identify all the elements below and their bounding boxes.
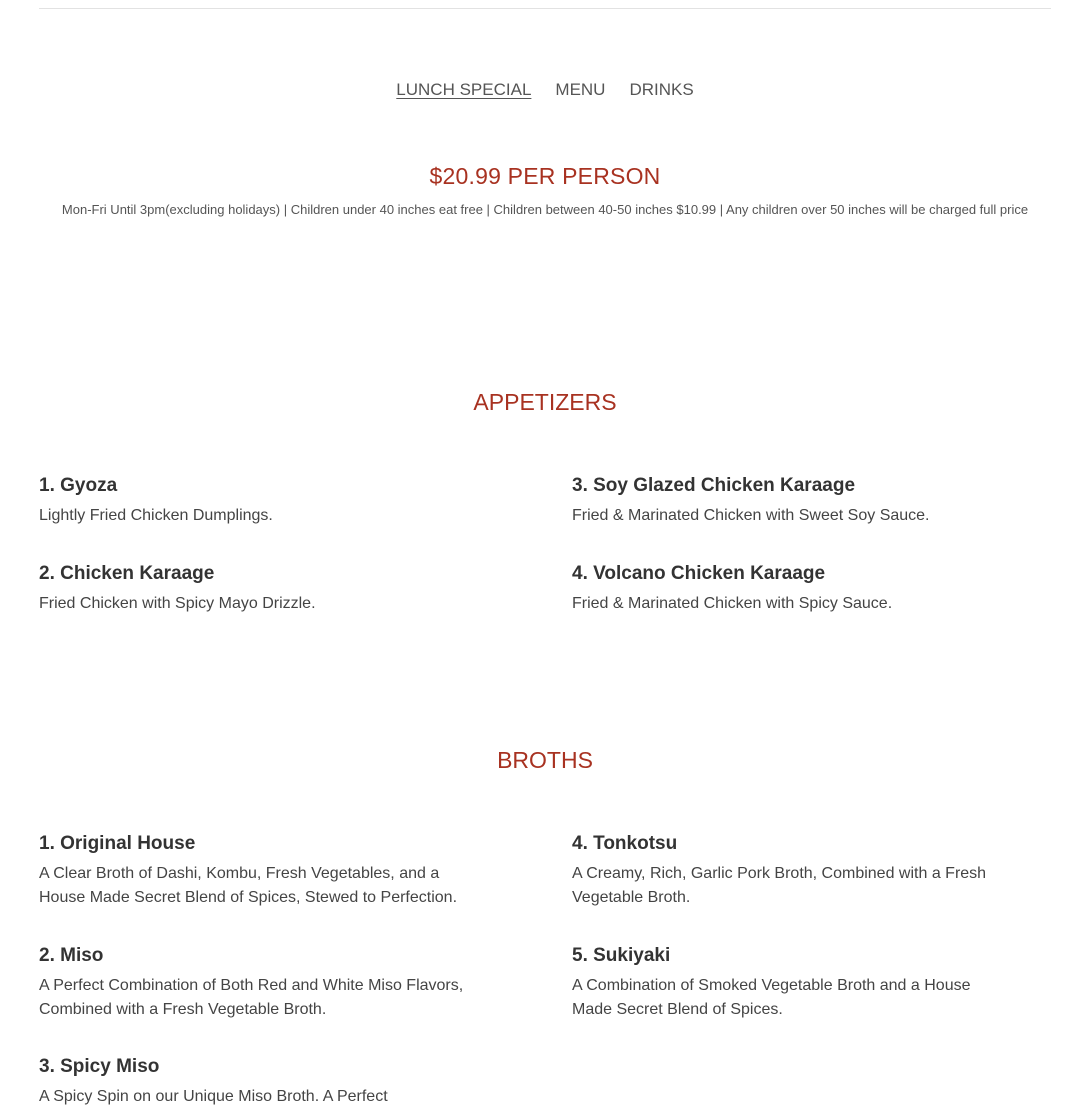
menu-item (39, 1055, 469, 1109)
menu-item (39, 474, 469, 528)
menu-item-description: A Combination of Smoked Vegetable Broth and a House Made Secret Blend of Spices. (572, 977, 971, 1018)
menu-item-description: A Perfect Combination of Both Red and White Miso Flavors, Combined with a Fresh Vegetable Broth. (39, 977, 464, 1018)
menu-item (39, 832, 469, 909)
menu-item (572, 832, 1002, 909)
lunch-price-note: Mon-Fri Until 3pm(excluding holidays) | Children under 40 inches eat free | Children between 40-50 inches $10.99 | Any children over 50 inches will be charged full price (61, 202, 1029, 217)
tab-menu[interactable]: MENU (555, 80, 606, 99)
menu-item-name: 5. Sukiyaki (572, 945, 671, 966)
broths-title: BROTHS (497, 747, 593, 773)
menu-item-name: 2. Miso (39, 945, 104, 966)
tab-drinks[interactable]: DRINKS (629, 80, 694, 99)
menu-item-description: Lightly Fried Chicken Dumplings. (39, 507, 273, 524)
menu-item-name: 4. Volcano Chicken Karaage (572, 563, 826, 584)
menu-item-description: Fried & Marinated Chicken with Spicy Sauce. (572, 595, 893, 612)
menu-item-name: 4. Tonkotsu (572, 833, 678, 854)
menu-item-description: Fried Chicken with Spicy Mayo Drizzle. (39, 595, 316, 612)
menu-item-name: 1. Gyoza (39, 475, 118, 496)
tab-lunch-special[interactable]: LUNCH SPECIAL (396, 80, 532, 99)
menu-item-description: A Spicy Spin on our Unique Miso Broth. A Perfect (39, 1088, 388, 1105)
menu-item-name: 2. Chicken Karaage (39, 563, 215, 584)
menu-item-name: 1. Original House (39, 833, 196, 854)
menu-item (39, 562, 469, 616)
appetizers-title: APPETIZERS (473, 389, 617, 415)
menu-item-name: 3. Soy Glazed Chicken Karaage (572, 475, 856, 496)
menu-tabs (0, 80, 1090, 100)
menu-item (572, 474, 1002, 528)
top-divider (39, 8, 1051, 9)
menu-item-description: Fried & Marinated Chicken with Sweet Soy Sauce. (572, 507, 930, 524)
menu-item (572, 562, 1002, 616)
menu-item-description: A Creamy, Rich, Garlic Pork Broth, Combined with a Fresh Vegetable Broth. (572, 865, 987, 906)
menu-item (572, 944, 1002, 1021)
menu-item-description: A Clear Broth of Dashi, Kombu, Fresh Vegetables, and a House Made Secret Blend of Spices, Stewed to Perfection. (39, 865, 458, 906)
lunch-price: $20.99 PER PERSON (429, 163, 661, 189)
menu-item-name: 3. Spicy Miso (39, 1056, 160, 1077)
menu-item (39, 944, 469, 1021)
